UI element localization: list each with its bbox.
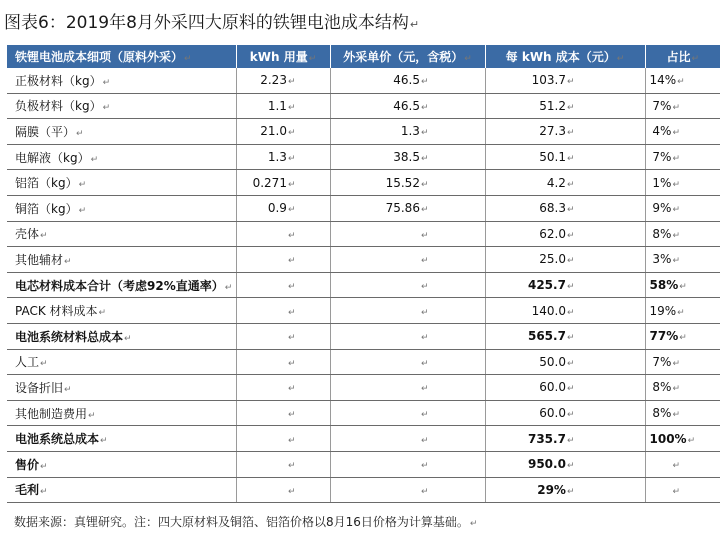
header-share: 占比↵: [645, 45, 720, 68]
cell-cost-value: 25.0: [539, 252, 566, 267]
paragraph-mark-icon: ↵: [287, 77, 296, 88]
cell-share: [645, 426, 720, 452]
cell-usage-value: 1.1: [267, 98, 287, 113]
cell-cost-value: 60.0: [539, 406, 566, 421]
cell-cost: [485, 298, 645, 324]
cell-item: [7, 451, 236, 477]
paragraph-mark-icon: ↵: [566, 256, 575, 267]
cell-usage: [236, 144, 330, 170]
paragraph-mark-icon: ↵: [677, 307, 685, 318]
paragraph-mark-icon: ↵: [287, 486, 296, 497]
paragraph-mark-icon: ↵: [420, 179, 429, 190]
table-row: [7, 221, 720, 247]
cell-cost: [485, 400, 645, 426]
paragraph-mark-icon: ↵: [677, 77, 685, 88]
cell-share: [645, 272, 720, 298]
paragraph-mark-icon: ↵: [184, 54, 192, 64]
table-row: [7, 375, 720, 401]
paragraph-mark-icon: ↵: [40, 487, 48, 498]
cell-item-value: 电芯材料成本合计（考虑92%直通率）: [15, 278, 224, 293]
cell-usage: [236, 68, 330, 93]
cell-share: [645, 221, 720, 247]
cell-cost: [485, 477, 645, 503]
source-note: [14, 513, 477, 530]
cell-cost-value: 140.0: [531, 303, 566, 318]
table-row: [7, 247, 720, 273]
cell-price: [330, 477, 485, 503]
paragraph-mark-icon: ↵: [672, 256, 680, 267]
cell-usage-value: 0.271: [252, 175, 287, 190]
cell-cost-value: 425.7: [527, 278, 566, 293]
cell-item: [7, 144, 236, 170]
paragraph-mark-icon: ↵: [469, 519, 478, 529]
cell-usage: [236, 247, 330, 273]
cell-cost: [485, 426, 645, 452]
paragraph-mark-icon: ↵: [78, 205, 87, 216]
paragraph-mark-icon: ↵: [672, 410, 680, 421]
paragraph-mark-icon: ↵: [64, 384, 72, 395]
paragraph-mark-icon: ↵: [90, 154, 99, 165]
paragraph-mark-icon: ↵: [287, 410, 296, 421]
cell-share: [645, 477, 720, 503]
table-row: [7, 477, 720, 503]
paragraph-mark-icon: ↵: [672, 128, 680, 139]
cell-price-value: 1.3: [400, 124, 420, 139]
paragraph-mark-icon: ↵: [566, 77, 575, 88]
paragraph-mark-icon: ↵: [287, 256, 296, 267]
cell-usage: [236, 298, 330, 324]
cell-price: [330, 298, 485, 324]
paragraph-mark-icon: ↵: [566, 410, 575, 421]
cell-price: [330, 68, 485, 93]
cell-item: [7, 221, 236, 247]
cell-share: [645, 170, 720, 196]
cell-item-value: 电解液（kg）: [15, 150, 90, 165]
table-row: [7, 323, 720, 349]
cell-usage: [236, 477, 330, 503]
paragraph-mark-icon: ↵: [287, 230, 296, 241]
cell-share: [645, 349, 720, 375]
cell-cost-value: 950.0: [527, 457, 566, 472]
cost-structure-table: [7, 45, 720, 503]
cell-share: [645, 195, 720, 221]
cell-usage: [236, 451, 330, 477]
paragraph-mark-icon: ↵: [672, 102, 680, 113]
cell-usage: [236, 323, 330, 349]
cell-share-value: 14%: [649, 73, 677, 88]
paragraph-mark-icon: ↵: [420, 102, 429, 113]
paragraph-mark-icon: ↵: [124, 333, 132, 344]
paragraph-mark-icon: ↵: [672, 205, 680, 216]
cell-usage-value: 0.9: [267, 201, 287, 216]
cell-item-value: PACK 材料成本: [15, 304, 98, 319]
cell-item: [7, 170, 236, 196]
cell-item-value: 毛利: [15, 483, 40, 498]
cell-cost-value: 60.0: [539, 380, 566, 395]
cell-share-value: 77%: [649, 329, 679, 344]
paragraph-mark-icon: ↵: [420, 461, 429, 472]
cell-share-value: 1%: [652, 175, 672, 190]
paragraph-mark-icon: ↵: [566, 358, 575, 369]
cell-cost: [485, 119, 645, 145]
table-body: [7, 68, 720, 503]
cell-cost-value: 4.2: [546, 175, 566, 190]
cell-cost-value: 68.3: [539, 201, 566, 216]
cell-price: [330, 119, 485, 145]
table-row: [7, 68, 720, 93]
paragraph-mark-icon: ↵: [64, 256, 72, 267]
paragraph-mark-icon: ↵: [40, 231, 48, 242]
cell-cost: [485, 272, 645, 298]
paragraph-mark-icon: ↵: [679, 333, 687, 344]
cell-share: [645, 144, 720, 170]
paragraph-mark-icon: ↵: [287, 102, 296, 113]
cell-price: [330, 375, 485, 401]
cell-share-value: 7%: [652, 354, 672, 369]
paragraph-mark-icon: ↵: [287, 128, 296, 139]
cell-price: [330, 170, 485, 196]
cell-cost-value: 565.7: [527, 329, 566, 344]
paragraph-mark-icon: ↵: [691, 54, 700, 64]
paragraph-mark-icon: ↵: [566, 205, 575, 216]
cell-share: [645, 68, 720, 93]
cell-share: [645, 400, 720, 426]
cell-cost-value: 50.1: [539, 150, 566, 165]
paragraph-mark-icon: ↵: [566, 307, 575, 318]
cell-cost-value: 735.7: [527, 431, 566, 446]
cell-share: [645, 323, 720, 349]
cell-cost: [485, 195, 645, 221]
paragraph-mark-icon: ↵: [420, 128, 429, 139]
cell-share-value: 8%: [652, 406, 672, 421]
cell-price: [330, 349, 485, 375]
cell-share-value: 4%: [652, 124, 672, 139]
cell-item-value: 负极材料（kg）: [15, 99, 102, 114]
paragraph-mark-icon: ↵: [40, 461, 48, 472]
cell-cost: [485, 221, 645, 247]
cell-item: [7, 323, 236, 349]
paragraph-mark-icon: ↵: [672, 230, 680, 241]
paragraph-mark-icon: ↵: [287, 282, 296, 293]
table-row: [7, 93, 720, 119]
cell-price: [330, 144, 485, 170]
cell-cost: [485, 349, 645, 375]
paragraph-mark-icon: ↵: [420, 410, 429, 421]
cell-cost: [485, 247, 645, 273]
paragraph-mark-icon: ↵: [420, 154, 429, 165]
cell-item: [7, 477, 236, 503]
paragraph-mark-icon: ↵: [287, 307, 296, 318]
cell-usage: [236, 400, 330, 426]
paragraph-mark-icon: ↵: [287, 205, 296, 216]
paragraph-mark-icon: ↵: [566, 154, 575, 165]
table-row: [7, 400, 720, 426]
cell-cost-value: 29%: [537, 482, 566, 497]
table-row: [7, 170, 720, 196]
table-row: [7, 426, 720, 452]
paragraph-mark-icon: ↵: [287, 461, 296, 472]
paragraph-mark-icon: ↵: [420, 384, 429, 395]
paragraph-mark-icon: ↵: [566, 384, 575, 395]
cell-cost: [485, 170, 645, 196]
paragraph-mark-icon: ↵: [409, 18, 420, 31]
source-note-text: 数据来源：真锂研究。注：四大原材料及铜箔、铝箔价格以8月16日价格为计算基础。: [14, 515, 469, 529]
table-row: [7, 451, 720, 477]
cell-share: [645, 93, 720, 119]
cell-usage: [236, 426, 330, 452]
table-row: [7, 349, 720, 375]
cell-price-value: 15.52: [385, 175, 420, 190]
paragraph-mark-icon: ↵: [98, 308, 107, 319]
paragraph-mark-icon: ↵: [566, 461, 575, 472]
paragraph-mark-icon: ↵: [287, 179, 296, 190]
paragraph-mark-icon: ↵: [687, 435, 696, 446]
cell-usage: [236, 170, 330, 196]
paragraph-mark-icon: ↵: [566, 128, 575, 139]
cell-price: [330, 323, 485, 349]
cell-item: [7, 272, 236, 298]
cell-share: [645, 451, 720, 477]
cell-share-value: 19%: [649, 303, 677, 318]
cell-share-value: 58%: [649, 278, 679, 293]
paragraph-mark-icon: ↵: [76, 128, 84, 139]
paragraph-mark-icon: ↵: [420, 486, 429, 497]
paragraph-mark-icon: ↵: [420, 77, 429, 88]
cell-item-value: 铜箔（kg）: [15, 201, 78, 216]
cell-cost: [485, 93, 645, 119]
paragraph-mark-icon: ↵: [679, 282, 687, 293]
cell-share-value: 8%: [652, 380, 672, 395]
paragraph-mark-icon: ↵: [672, 154, 680, 165]
paragraph-mark-icon: ↵: [78, 180, 87, 191]
header-price: 外采单价（元，含税）↵: [330, 45, 485, 68]
cell-cost: [485, 375, 645, 401]
paragraph-mark-icon: ↵: [102, 103, 111, 114]
cell-price: [330, 400, 485, 426]
cell-price-value: 38.5: [393, 150, 420, 165]
cell-usage: [236, 349, 330, 375]
cell-item: [7, 93, 236, 119]
paragraph-mark-icon: ↵: [224, 282, 233, 293]
cell-cost-value: 103.7: [531, 73, 566, 88]
table-row: [7, 119, 720, 145]
paragraph-mark-icon: ↵: [420, 256, 429, 267]
cell-item-value: 其他制造费用: [15, 406, 88, 421]
paragraph-mark-icon: ↵: [566, 282, 575, 293]
cell-share: [645, 375, 720, 401]
cell-item: [7, 400, 236, 426]
cell-cost-value: 62.0: [539, 226, 566, 241]
figure-title: [4, 8, 419, 33]
table-row: [7, 272, 720, 298]
cell-price: [330, 426, 485, 452]
cell-usage-value: 1.3: [267, 150, 287, 165]
cell-item-value: 正极材料（kg）: [15, 73, 102, 88]
figure-title-text: 图表6：2019年8月外采四大原料的铁锂电池成本结构: [4, 13, 409, 33]
cell-item-value: 铝箔（kg）: [15, 176, 78, 191]
paragraph-mark-icon: ↵: [566, 102, 575, 113]
cell-share: [645, 119, 720, 145]
paragraph-mark-icon: ↵: [287, 384, 296, 395]
cell-item-value: 设备折旧: [15, 380, 64, 395]
paragraph-mark-icon: ↵: [287, 358, 296, 369]
cell-item: [7, 375, 236, 401]
header-item: 铁锂电池成本细项（原料外采）↵: [7, 45, 236, 68]
cell-item: [7, 119, 236, 145]
paragraph-mark-icon: ↵: [420, 307, 429, 318]
table-header-row: [7, 45, 720, 68]
paragraph-mark-icon: ↵: [616, 54, 625, 64]
cell-usage: [236, 221, 330, 247]
cell-usage: [236, 93, 330, 119]
paragraph-mark-icon: ↵: [672, 486, 680, 497]
cell-item: [7, 349, 236, 375]
paragraph-mark-icon: ↵: [287, 333, 296, 344]
cell-share-value: 3%: [652, 252, 672, 267]
paragraph-mark-icon: ↵: [102, 77, 111, 88]
paragraph-mark-icon: ↵: [88, 410, 96, 421]
cell-cost: [485, 323, 645, 349]
cell-share: [645, 298, 720, 324]
cell-price: [330, 195, 485, 221]
paragraph-mark-icon: ↵: [672, 179, 680, 190]
cell-share-value: 9%: [652, 201, 672, 216]
table-row: [7, 195, 720, 221]
paragraph-mark-icon: ↵: [420, 282, 429, 293]
paragraph-mark-icon: ↵: [100, 436, 108, 447]
cell-item: [7, 247, 236, 273]
paragraph-mark-icon: ↵: [672, 358, 680, 369]
table-row: [7, 144, 720, 170]
cell-price: [330, 451, 485, 477]
paragraph-mark-icon: ↵: [40, 359, 48, 370]
cell-price-value: 75.86: [385, 201, 420, 216]
cell-cost: [485, 144, 645, 170]
cell-usage: [236, 375, 330, 401]
cell-price: [330, 221, 485, 247]
paragraph-mark-icon: ↵: [672, 384, 680, 395]
cell-usage: [236, 119, 330, 145]
cell-price-value: 46.5: [393, 98, 420, 113]
cell-item: [7, 298, 236, 324]
cell-share-value: 100%: [649, 431, 687, 446]
cell-usage-value: 21.0: [260, 124, 287, 139]
cell-item: [7, 68, 236, 93]
cell-usage-value: 2.23: [260, 73, 287, 88]
cell-usage: [236, 272, 330, 298]
paragraph-mark-icon: ↵: [420, 230, 429, 241]
cell-item-value: 其他辅材: [15, 252, 64, 267]
cell-price-value: 46.5: [393, 73, 420, 88]
paragraph-mark-icon: ↵: [672, 461, 680, 472]
header-cost: 每 kWh 成本（元）↵: [485, 45, 645, 68]
table-row: [7, 298, 720, 324]
cell-cost: [485, 451, 645, 477]
paragraph-mark-icon: ↵: [420, 435, 429, 446]
paragraph-mark-icon: ↵: [420, 358, 429, 369]
cell-cost-value: 51.2: [539, 98, 566, 113]
paragraph-mark-icon: ↵: [420, 205, 429, 216]
header-usage: kWh 用量↵: [236, 45, 330, 68]
paragraph-mark-icon: ↵: [464, 54, 472, 64]
cell-cost-value: 27.3: [539, 124, 566, 139]
paragraph-mark-icon: ↵: [287, 435, 296, 446]
paragraph-mark-icon: ↵: [566, 179, 575, 190]
cell-price: [330, 272, 485, 298]
cell-item: [7, 426, 236, 452]
cell-item-value: 售价: [15, 457, 40, 472]
cell-item-value: 隔膜（平）: [15, 124, 76, 139]
paragraph-mark-icon: ↵: [420, 333, 429, 344]
paragraph-mark-icon: ↵: [308, 54, 317, 64]
paragraph-mark-icon: ↵: [566, 435, 575, 446]
cell-item-value: 电池系统材料总成本: [15, 329, 124, 344]
cell-cost-value: 50.0: [539, 354, 566, 369]
cell-item-value: 电池系统总成本: [15, 432, 100, 447]
paragraph-mark-icon: ↵: [566, 486, 575, 497]
cell-cost: [485, 68, 645, 93]
cell-item: [7, 195, 236, 221]
cell-item-value: 壳体: [15, 227, 40, 242]
cell-share-value: 8%: [652, 226, 672, 241]
cell-price: [330, 247, 485, 273]
cell-share-value: 7%: [652, 150, 672, 165]
cell-item-value: 人工: [15, 355, 40, 370]
paragraph-mark-icon: ↵: [566, 333, 575, 344]
cell-price: [330, 93, 485, 119]
cell-share-value: 7%: [652, 98, 672, 113]
paragraph-mark-icon: ↵: [566, 230, 575, 241]
cell-share: [645, 247, 720, 273]
paragraph-mark-icon: ↵: [287, 154, 296, 165]
cell-usage: [236, 195, 330, 221]
